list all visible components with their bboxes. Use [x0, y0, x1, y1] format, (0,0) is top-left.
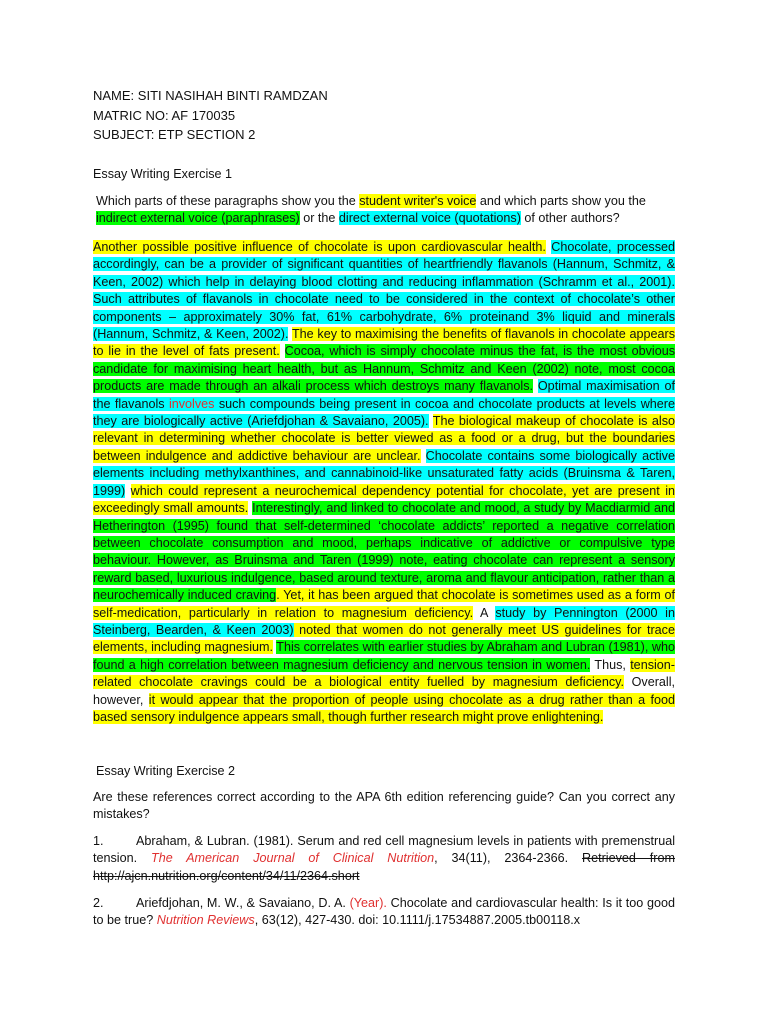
student-header — [93, 86, 675, 145]
exercise2-question: Are these references correct according to the APA 6th edition referencing guide? Can you correct any mistakes? — [93, 790, 675, 822]
question-text: of other authors? — [520, 211, 620, 226]
reference-authors-title: Abraham, & Lubran. (1981). Serum and red cell magnesium levels in patients with premenstrual tension. — [93, 834, 675, 866]
highlight-green: Cocoa, which is simply chocolate minus the fat, is the most obvious candidate for maximising heart health, but as Hannum, Schmitz and Keen (2002) note, most cocoa products are made through an alkali process which destroys many flavanols. — [93, 344, 675, 394]
highlight-yellow: The key to maximising the benefits of flavanols in chocolate appears to lie in the level of fats present. — [93, 327, 675, 359]
subject-line: SUBJECT: ETP SECTION 2 — [93, 127, 256, 142]
reference-text — [93, 895, 675, 930]
journal-name: Nutrition Reviews — [156, 913, 255, 928]
text-run: Optimal maximisation of the flavanols — [93, 379, 676, 411]
highlight-yellow: which could represent a neurochemical dependency potential for chocolate, yet are present in exceedingly small amounts. — [93, 483, 676, 516]
exercise1-title: Essay Writing Exercise 1 — [93, 167, 233, 181]
highlight-cyan: Chocolate, processed accordingly, can be a provider of significant quantities of heartfriendly flavanols (Hannum, Schmitz, & Keen, 2002) which help in delaying blood clotting and reducing inflammation (Schramm et al., 2001). Such attributes of flavanols in chocolate need to be considered in the context of chocolate’s other components – approximately 30% fat, 61% carbohydrate, 6% proteinand 3% liquid and minerals (Hannum, Schmitz, & Keen, 2002). — [93, 240, 676, 342]
student-name: NAME: SITI NASIHAH BINTI RAMDZAN — [93, 88, 328, 103]
exercise2-title: Essay Writing Exercise 2 — [96, 764, 236, 778]
highlight-yellow: noted that women do not generally meet US guidelines for trace elements, including magnesium. — [93, 622, 675, 655]
red-word: involves — [168, 396, 215, 411]
reference-title: Chocolate and cardiovascular health: Is it too good to be true? — [93, 896, 675, 928]
indirect-voice-label: indirect external voice (paraphrases) — [96, 211, 300, 226]
year-placeholder: (Year). — [349, 896, 387, 910]
highlight-yellow: Another possible positive influence of chocolate is upon cardiovascular health. — [93, 240, 546, 254]
reference-1 — [93, 833, 675, 885]
reference-volume-pages: , 34(11), 2364-2366. — [434, 851, 583, 866]
reference-number: 1. — [93, 834, 104, 848]
reference-text — [93, 833, 675, 885]
struck-retrieval-statement: Retrieved from http://ajcn.nutrition.org/content/34/11/2364.short — [93, 851, 675, 883]
highlight-yellow: it would appear that the proportion of people using chocolate as a drug rather than a food based sensory indulgence appears small, though further research might prove enlightening. — [93, 692, 676, 724]
direct-voice-label: direct external voice (quotations) — [338, 211, 521, 226]
student-voice-label: student writer's voice — [359, 194, 477, 208]
journal-name: The American Journal of Clinical Nutrition — [151, 851, 435, 866]
highlight-green: Interestingly, and linked to chocolate and mood, a study by Macdiarmid and Hetherington (1995) found that self-determined ‘chocolate addicts’ reported a negative correlation between chocolate consumption and mood, perhaps indicative of addictive or compulsive type behaviour. However, as Bruinsma and Taren (1999) note, eating chocolate can represent a sensory reward based, luxurious indulgence, based around texture, aroma and flavour anticipation, rather than a neurochemically induced craving — [93, 501, 676, 603]
plain-text: Overall, however, — [93, 675, 675, 707]
reference-authors: Ariefdjohan, M. W., & Savaiano, D. A. — [136, 896, 350, 910]
plain-text: Thus, — [590, 657, 631, 672]
exercise1-question — [96, 193, 676, 228]
highlight-green: This correlates with earlier studies by Abraham and Lubran (1981), who found a high correlation between magnesium deficiency and nervous tension in women. — [93, 640, 675, 672]
reference-volume-doi: , 63(12), 427-430. doi: 10.1111/j.17534887.2005.tb00118.x — [254, 913, 581, 928]
highlight-yellow: tension-related chocolate cravings could be a biological entity fuelled by magnesium deficiency. — [93, 657, 675, 690]
question-text: and which parts show you the — [476, 194, 646, 208]
question-text: or the — [299, 211, 339, 226]
question-text: Which parts of these paragraphs show you the — [96, 194, 360, 208]
essay-paragraph — [93, 239, 675, 726]
matric-number: MATRIC NO: AF 170035 — [93, 107, 236, 123]
reference-number: 2. — [93, 896, 104, 910]
highlight-cyan: study by Pennington (2000 in Steinberg, Bearden, & Keen 2003) — [93, 605, 675, 637]
highlight-cyan: Chocolate contains some biologically active elements including methylxanthines, and cannabinoid-like unsaturated fatty acids (Bruinsma & Taren, 1999) — [93, 448, 675, 498]
highlight-yellow: The biological makeup of chocolate is also relevant in determining whether chocolate is better viewed as a food or a drug, but the boundaries between indulgence and addictive behaviour are unclear. — [93, 414, 675, 463]
plain-text: A — [473, 605, 496, 620]
highlight-yellow: . Yet, it has been argued that chocolate is sometimes used as a form of self-medication, particularly in relation to magnesium deficiency. — [93, 588, 675, 620]
text-run: such compounds being present in cocoa and chocolate products at levels where they are biologically active (Ariefdjohan & Savaiano, 2005). — [93, 396, 675, 429]
reference-2 — [93, 895, 675, 930]
